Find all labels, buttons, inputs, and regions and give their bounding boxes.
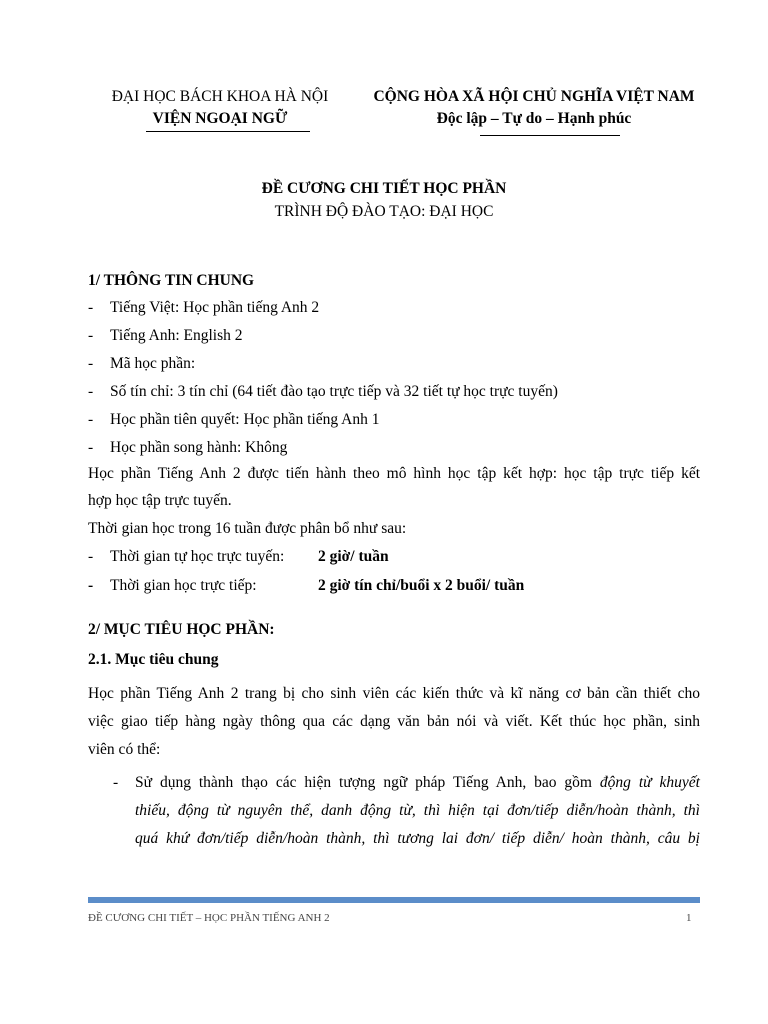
bullet-dash: -: [88, 327, 94, 344]
bullet-dash: -: [88, 548, 94, 565]
list-item-text: Mã học phần:: [110, 355, 196, 372]
section2-heading: 2/ MỤC TIÊU HỌC PHẦN:: [88, 621, 275, 638]
section2-subheading: 2.1. Mục tiêu chung: [88, 651, 219, 668]
paragraph-line: viên có thể:: [88, 741, 161, 758]
paragraph-line: hợp học tập trực tuyến.: [88, 492, 232, 509]
section1-heading: 1/ THÔNG TIN CHUNG: [88, 272, 255, 289]
university-name: ĐẠI HỌC BÁCH KHOA HÀ NỘI: [111, 88, 329, 105]
paragraph-line: Học phần Tiếng Anh 2 trang bị cho sinh viên các kiến thức và kĩ năng cơ bản cần thiết cho: [88, 685, 700, 702]
list-item-text: Tiếng Anh: English 2: [110, 327, 243, 344]
time-value: 2 giờ/ tuần: [318, 548, 389, 565]
objective-line: thiếu, động từ nguyên thể, danh động từ, thì hiện tại đơn/tiếp diễn/hoàn thành, thì: [135, 802, 700, 819]
time-value: 2 giờ tín chỉ/buổi x 2 buổi/ tuần: [318, 577, 525, 594]
time-intro: Thời gian học trong 16 tuần được phân bổ như sau:: [88, 520, 407, 537]
list-item-text: Tiếng Việt: Học phần tiếng Anh 2: [110, 299, 320, 316]
time-label: Thời gian tự học trực tuyến:: [110, 548, 285, 565]
bullet-dash: -: [88, 439, 94, 456]
bullet-dash: -: [88, 411, 94, 428]
bullet-dash: -: [88, 299, 94, 316]
list-item-text: Học phần song hành: Không: [110, 439, 288, 456]
institute-name: VIỆN NGOẠI NGỮ: [152, 110, 288, 127]
document-title: ĐỀ CƯƠNG CHI TIẾT HỌC PHẦN: [261, 180, 507, 197]
objective-line: quá khứ đơn/tiếp diễn/hoàn thành, thì tương lai đơn/ tiếp diễn/ hoàn thành, câu bị: [135, 830, 700, 847]
objective-text: Sử dụng thành thạo các hiện tượng ngữ pháp Tiếng Anh, bao gồm: [135, 774, 600, 791]
bullet-dash: -: [113, 774, 119, 791]
country-name: CỘNG HÒA XÃ HỘI CHỦ NGHĨA VIỆT NAM: [373, 88, 695, 105]
objective-line: [135, 774, 700, 792]
objective-italic-text: động từ khuyết: [599, 774, 700, 791]
bullet-dash: -: [88, 383, 94, 400]
country-motto: Độc lập – Tự do – Hạnh phúc: [436, 110, 632, 127]
list-item-text: Số tín chỉ: 3 tín chỉ (64 tiết đào tạo trực tiếp và 32 tiết tự học trực tuyến): [110, 383, 558, 400]
institute-underline: [146, 131, 310, 132]
page-number: 1: [686, 912, 692, 924]
footer-bar: [88, 897, 700, 903]
list-item-text: Học phần tiên quyết: Học phần tiếng Anh 1: [110, 411, 380, 428]
document-subtitle: TRÌNH ĐỘ ĐÀO TẠO: ĐẠI HỌC: [274, 203, 494, 220]
bullet-dash: -: [88, 577, 94, 594]
paragraph-line: Học phần Tiếng Anh 2 được tiến hành theo mô hình học tập kết hợp: học tập trực tiếp kết: [88, 465, 700, 482]
time-label: Thời gian học trực tiếp:: [110, 577, 257, 594]
motto-underline: [480, 135, 620, 136]
footer-title: ĐỀ CƯƠNG CHI TIẾT – HỌC PHẦN TIẾNG ANH 2: [88, 912, 330, 924]
paragraph-line: việc giao tiếp hàng ngày thông qua các dạng văn bản nói và viết. Kết thúc học phần, sinh: [88, 713, 700, 730]
bullet-dash: -: [88, 355, 94, 372]
